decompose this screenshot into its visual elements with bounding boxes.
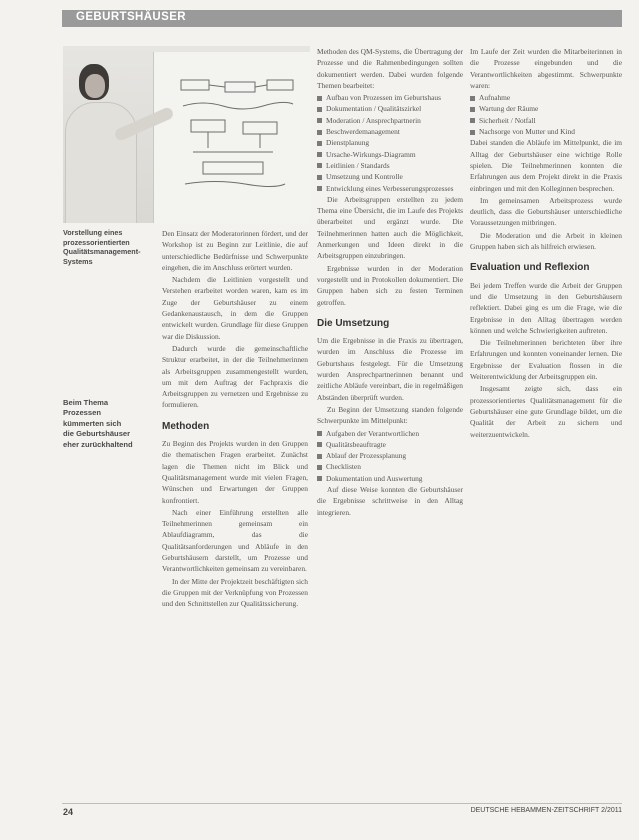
list-item: Entwicklung eines Verbesserungsprozesses [317, 183, 463, 194]
heading-umsetzung: Die Umsetzung [317, 317, 390, 329]
paragraph: Nach einer Einführung erstellten alle Teilnehmerinnen gemeinsam ein Ablaufdiagramm, das die Qualitätsanforderungen und Abläufe in den Geburtshäusern darstellt, um Prozesse und Verantwortlichkeiten gemeinsam zu vereinbaren. [162, 507, 308, 574]
column-4 [470, 46, 622, 441]
section-title: GEBURTSHÄUSER [76, 11, 186, 23]
list-item: Ursache-Wirkungs-Diagramm [317, 149, 463, 160]
list-item: Sicherheit / Notfall [470, 115, 622, 126]
paragraph: Im Laufe der Zeit wurden die Mitarbeiterinnen in die Prozesse eingebunden und die Verantwortlichkeiten abgestimmt. Schwerpunkte waren: [470, 47, 622, 90]
list-item: Dokumentation / Qualitätszirkel [317, 103, 463, 114]
paragraph: Methoden des QM-Systems, die Übertragung der Prozesse und die Rahmenbedingungen sollten dokumentiert werden. Dabei wurden folgende Themen bearbeitet: [317, 47, 463, 90]
paragraph: Im gemeinsamen Arbeitsprozess wurde deutlich, dass die Geburtshäuser unterschiedliche Voraussetzungen mitbringen. [470, 195, 622, 228]
paragraph: Dadurch wurde die gemeinschaftliche Struktur erarbeitet, in der die Teilnehmerinnen als Arbeitsgruppen zusammengestellt wurden, um mit dem Auftrag der Fachpraxis die Arbeitsgruppen zu vernetzen und Ergebnisse zu formulieren. [162, 343, 308, 410]
paragraph: Die Moderation und die Arbeit in kleinen Gruppen haben sich als hilfreich erwiesen. [470, 230, 622, 252]
list-item: Beschwerdemanagement [317, 126, 463, 137]
list-item: Leitlinien / Standards [317, 160, 463, 171]
photo-caption: Vorstellung eines prozessorientierten Qualitätsmanagement-Systems [63, 228, 141, 266]
paragraph: Ergebnisse wurden in der Moderation vorgestellt und in Protokollen dokumentiert. Die Gruppen haben sich zu festen Terminen getroffen. [317, 263, 463, 307]
paragraph: Bei jedem Treffen wurde die Arbeit der Gruppen und die Umsetzung in den Geburtshäusern reflektiert. Dabei ging es um die Frage, wie die Ergebnisse in den Alltag übertragen werden können und welche Schwierigkeiten auftreten. [470, 280, 622, 335]
section-header [62, 10, 622, 27]
paragraph: Die Teilnehmerinnen berichteten über ihre Erfahrungen und konnten voneinander lernen. Die Ergebnisse der Evaluation flossen in die Weiterentwicklung der Arbeitsgruppen ein. [470, 338, 622, 382]
list-item: Moderation / Ansprechpartnerin [317, 115, 463, 126]
paragraph: Zu Beginn der Umsetzung standen folgende Schwerpunkte im Mittelpunkt: [317, 404, 463, 426]
list-item: Aufbau von Prozessen im Geburtshaus [317, 92, 463, 103]
article-photo [63, 46, 310, 223]
paragraph: Die Arbeitsgruppen erstellten zu jedem Thema eine Übersicht, die im Laufe des Projekts überarbeitet und ergänzt wurde. Die Teilnehmerinnen hatten auch die Möglichkeit, Anmerkungen und Ideen direkt in die Arbeitsgruppen einzubringen. [317, 194, 463, 261]
paragraph: Dabei standen die Abläufe im Mittelpunkt, die im Alltag der Geburtshäuser eine wichtige Rolle spielen. Die Teilnehmerinnen konnten die Erfahrungen aus dem Projekt direkt in die Praxis einbringen und mit den Kolleginnen besprechen. [470, 138, 622, 193]
list-item: Checklisten [317, 461, 463, 472]
column-2 [162, 228, 308, 611]
heading-methoden: Methoden [162, 420, 210, 432]
paragraph: Den Einsatz der Moderatorinnen fördert, und der Workshop ist zu Beginn zur Leitlinie, die auf unterschiedliche Bedürfnisse und Schwerpunkte eingehen, die im Anschluss erörtert wurden. [162, 229, 308, 272]
list-item: Dienstplanung [317, 137, 463, 148]
list-item: Nachsorge von Mutter und Kind [470, 126, 622, 137]
list-item: Aufnahme [470, 92, 622, 103]
person-face [85, 74, 105, 98]
list-item: Qualitätsbeauftragte [317, 439, 463, 450]
pull-quote: Beim Thema Prozessen kümmerten sich die Geburtshäuser eher zurückhaltend [63, 398, 133, 449]
footer-rule [62, 803, 622, 804]
list-item: Wartung der Räume [470, 103, 622, 114]
journal-footer: DEUTSCHE HEBAMMEN-ZEITSCHRIFT 2/2011 [470, 807, 622, 814]
bullet-list [317, 428, 463, 484]
bullet-list [317, 92, 463, 194]
list-item: Ablauf der Prozessplanung [317, 450, 463, 461]
paragraph: Auf diese Weise konnten die Geburtshäuser die Ergebnisse schrittweise in den Alltag integrieren. [317, 484, 463, 517]
heading-evaluation: Evaluation und Reflexion [470, 262, 590, 274]
paragraph: Um die Ergebnisse in die Praxis zu übertragen, wurden im Anschluss die Prozesse im Geburtshaus festgelegt. Für die Umsetzung wurden Ansprechpartnerinnen benannt und zeitliche Abläufe vereinbart, die in regelmäßigen Abständen überprüft wurden. [317, 336, 463, 402]
list-item: Umsetzung und Kontrolle [317, 171, 463, 182]
page-number: 24 [63, 807, 74, 817]
bullet-list [470, 92, 622, 137]
whiteboard-diagram [173, 76, 303, 196]
paragraph: Insgesamt zeigte sich, dass ein prozessorientiertes Qualitätsmanagement für die Geburtshäuser eine gute Grundlage bildet, um die Qualität der Arbeit zu sichern und weiterzuentwickeln. [470, 384, 622, 439]
paragraph: Zu Beginn des Projekts wurden in den Gruppen die thematischen Fragen erarbeitet. Zunächst lagen die Themen nicht im Blick und Qualitätsmanagement wurde mit vielen Fragen, Wünschen und Erwartungen der Gruppen konfrontiert. [162, 439, 308, 505]
list-item: Aufgaben der Verantwortlichen [317, 428, 463, 439]
column-3 [317, 46, 463, 519]
person-body [65, 102, 137, 223]
paragraph: Nachdem die Leitlinien vorgestellt und Verstehen erarbeitet worden waren, kam es im Zuge der Geburtshäuser zu einem Gedankenaustausch, in dem die Gruppen entwickelt wurden. Grundlage für diese Gruppen war die Diskussion. [162, 275, 308, 341]
list-item: Dokumentation und Auswertung [317, 473, 463, 484]
paragraph: In der Mitte der Projektzeit beschäftigten sich die Gruppen mit der Verknüpfung von Prozessen und den Schnittstellen zur Qualitätssicherung. [162, 576, 308, 609]
